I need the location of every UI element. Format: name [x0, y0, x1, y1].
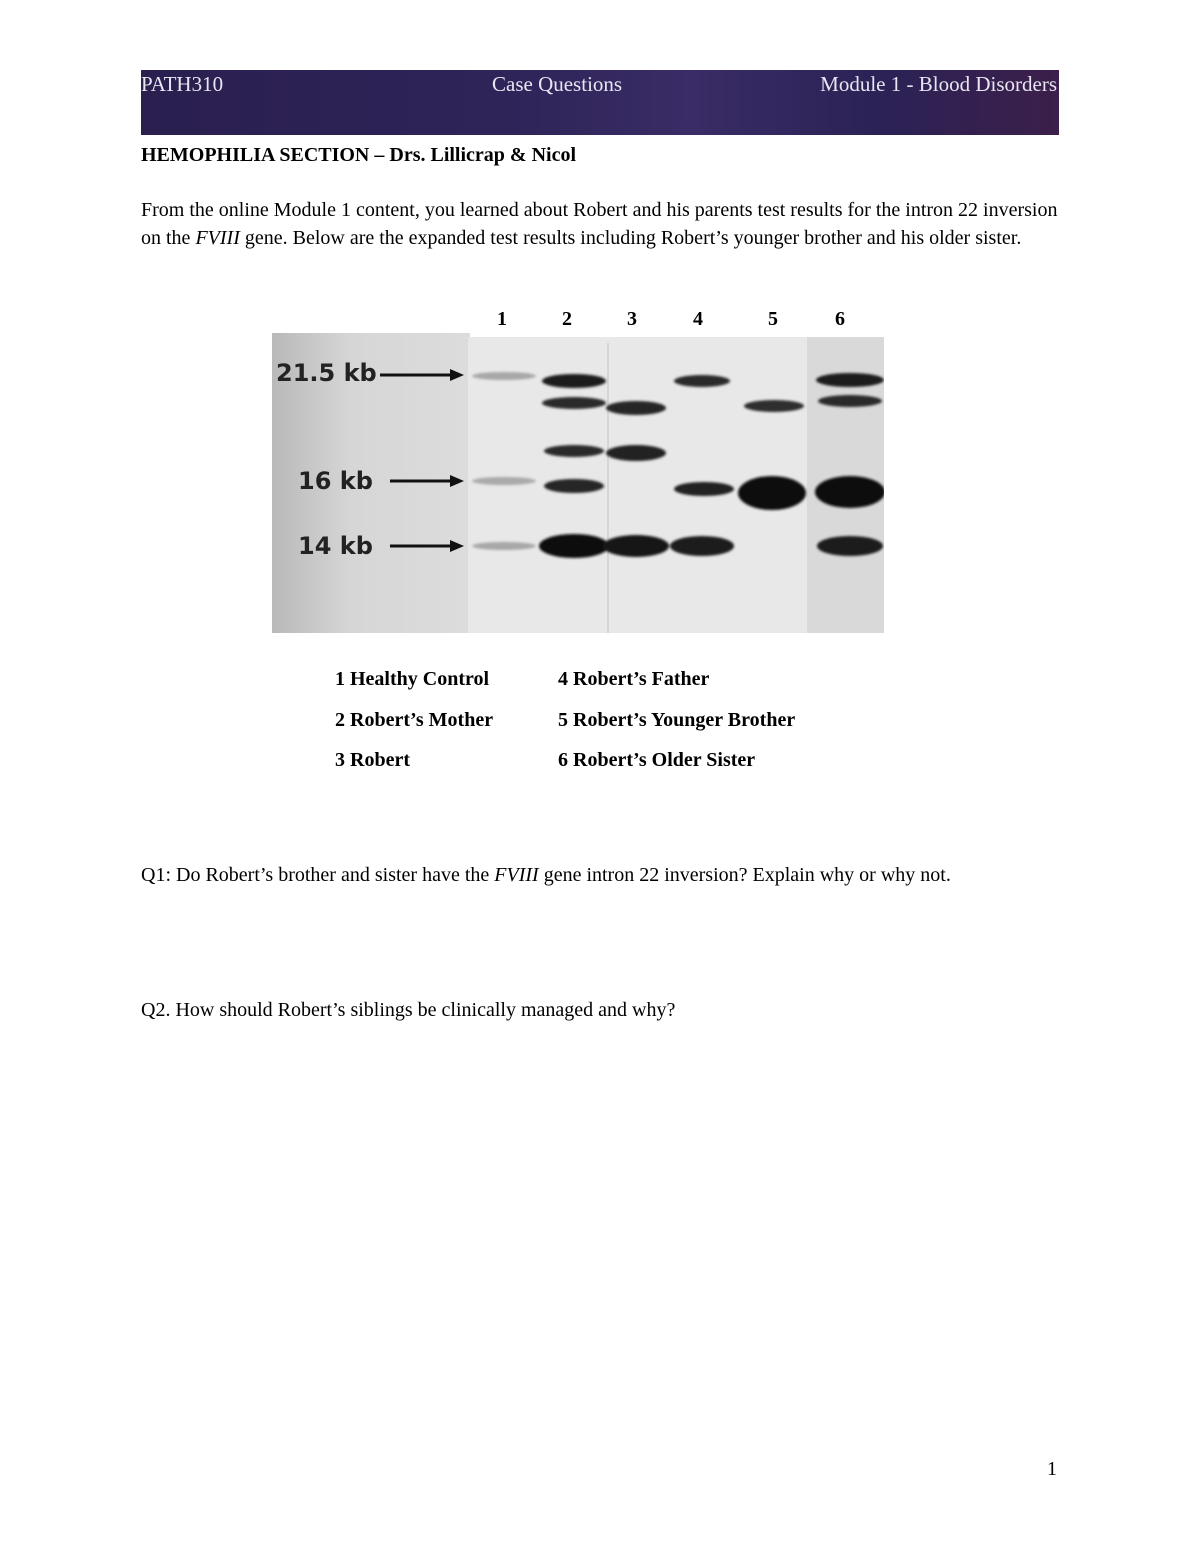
intro-gene: FVIII — [195, 227, 240, 249]
lane-number-2: 2 — [562, 308, 572, 330]
marker-label-16kb: 16 kb — [298, 467, 373, 495]
band-lane4-2 — [674, 482, 734, 496]
band-lane4-14kb — [670, 536, 734, 556]
section-title: HEMOPHILIA SECTION – Drs. Lillicrap & Nicol — [141, 144, 577, 166]
lane-number-3: 3 — [627, 308, 637, 330]
legend-item-6: 6 Robert’s Older Sister — [558, 749, 756, 771]
gel-svg — [272, 333, 884, 633]
band-lane5-2 — [738, 476, 806, 510]
lane-number-6: 6 — [835, 308, 845, 330]
band-lane3-1 — [606, 401, 666, 415]
lane-number-4: 4 — [693, 308, 703, 330]
legend-item-4: 4 Robert’s Father — [558, 668, 710, 690]
band-lane1-14kb — [472, 542, 536, 550]
intro-text-1: From the online Module 1 content, you learned about Robert and his parents test results for the intron 22 inversion on the — [141, 199, 1058, 249]
q1-text-2: gene intron 22 inversion? Explain why or why not. — [538, 864, 951, 886]
band-lane5-1 — [744, 400, 804, 412]
band-lane6-1 — [816, 373, 884, 387]
legend-item-3: 3 Robert — [335, 749, 410, 771]
header-course: PATH310 — [141, 72, 224, 96]
southern-blot-figure — [272, 333, 884, 633]
band-lane6-3 — [815, 476, 884, 508]
band-lane2-14kb — [539, 534, 609, 558]
band-lane3-2 — [606, 445, 666, 461]
band-lane1-16kb — [472, 477, 536, 485]
marker-label-14kb: 14 kb — [298, 532, 373, 560]
page-number: 1 — [1047, 1458, 1057, 1480]
marker-label-21-5kb: 21.5 kb — [276, 359, 377, 387]
band-lane2-2 — [542, 397, 606, 409]
question-1 — [141, 861, 1061, 889]
band-lane4-1 — [674, 375, 730, 387]
legend-item-1: 1 Healthy Control — [335, 668, 490, 690]
legend-item-5: 5 Robert’s Younger Brother — [558, 709, 796, 731]
band-lane2-4 — [544, 479, 604, 493]
header-module: Module 1 - Blood Disorders — [820, 72, 1057, 96]
lane-number-1: 1 — [497, 308, 507, 330]
q1-gene: FVIII — [494, 864, 539, 886]
header-title: Case Questions — [492, 72, 623, 96]
band-lane6-14kb — [817, 536, 883, 556]
legend-item-2: 2 Robert’s Mother — [335, 709, 494, 731]
band-lane1-21-5kb — [472, 372, 536, 380]
page-header — [141, 70, 1059, 135]
band-lane3-14kb — [603, 535, 669, 557]
band-lane6-2 — [818, 395, 882, 407]
question-2: Q2. How should Robert’s siblings be clinically managed and why? — [141, 999, 676, 1021]
band-lane2-3 — [544, 445, 604, 457]
intro-text-2: gene. Below are the expanded test results including Robert’s younger brother and his older sister. — [239, 227, 1022, 249]
intro-paragraph — [141, 196, 1061, 252]
q1-text-1: Q1: Do Robert’s brother and sister have the — [141, 864, 495, 886]
lane-number-5: 5 — [768, 308, 778, 330]
band-lane2-1 — [542, 374, 606, 388]
